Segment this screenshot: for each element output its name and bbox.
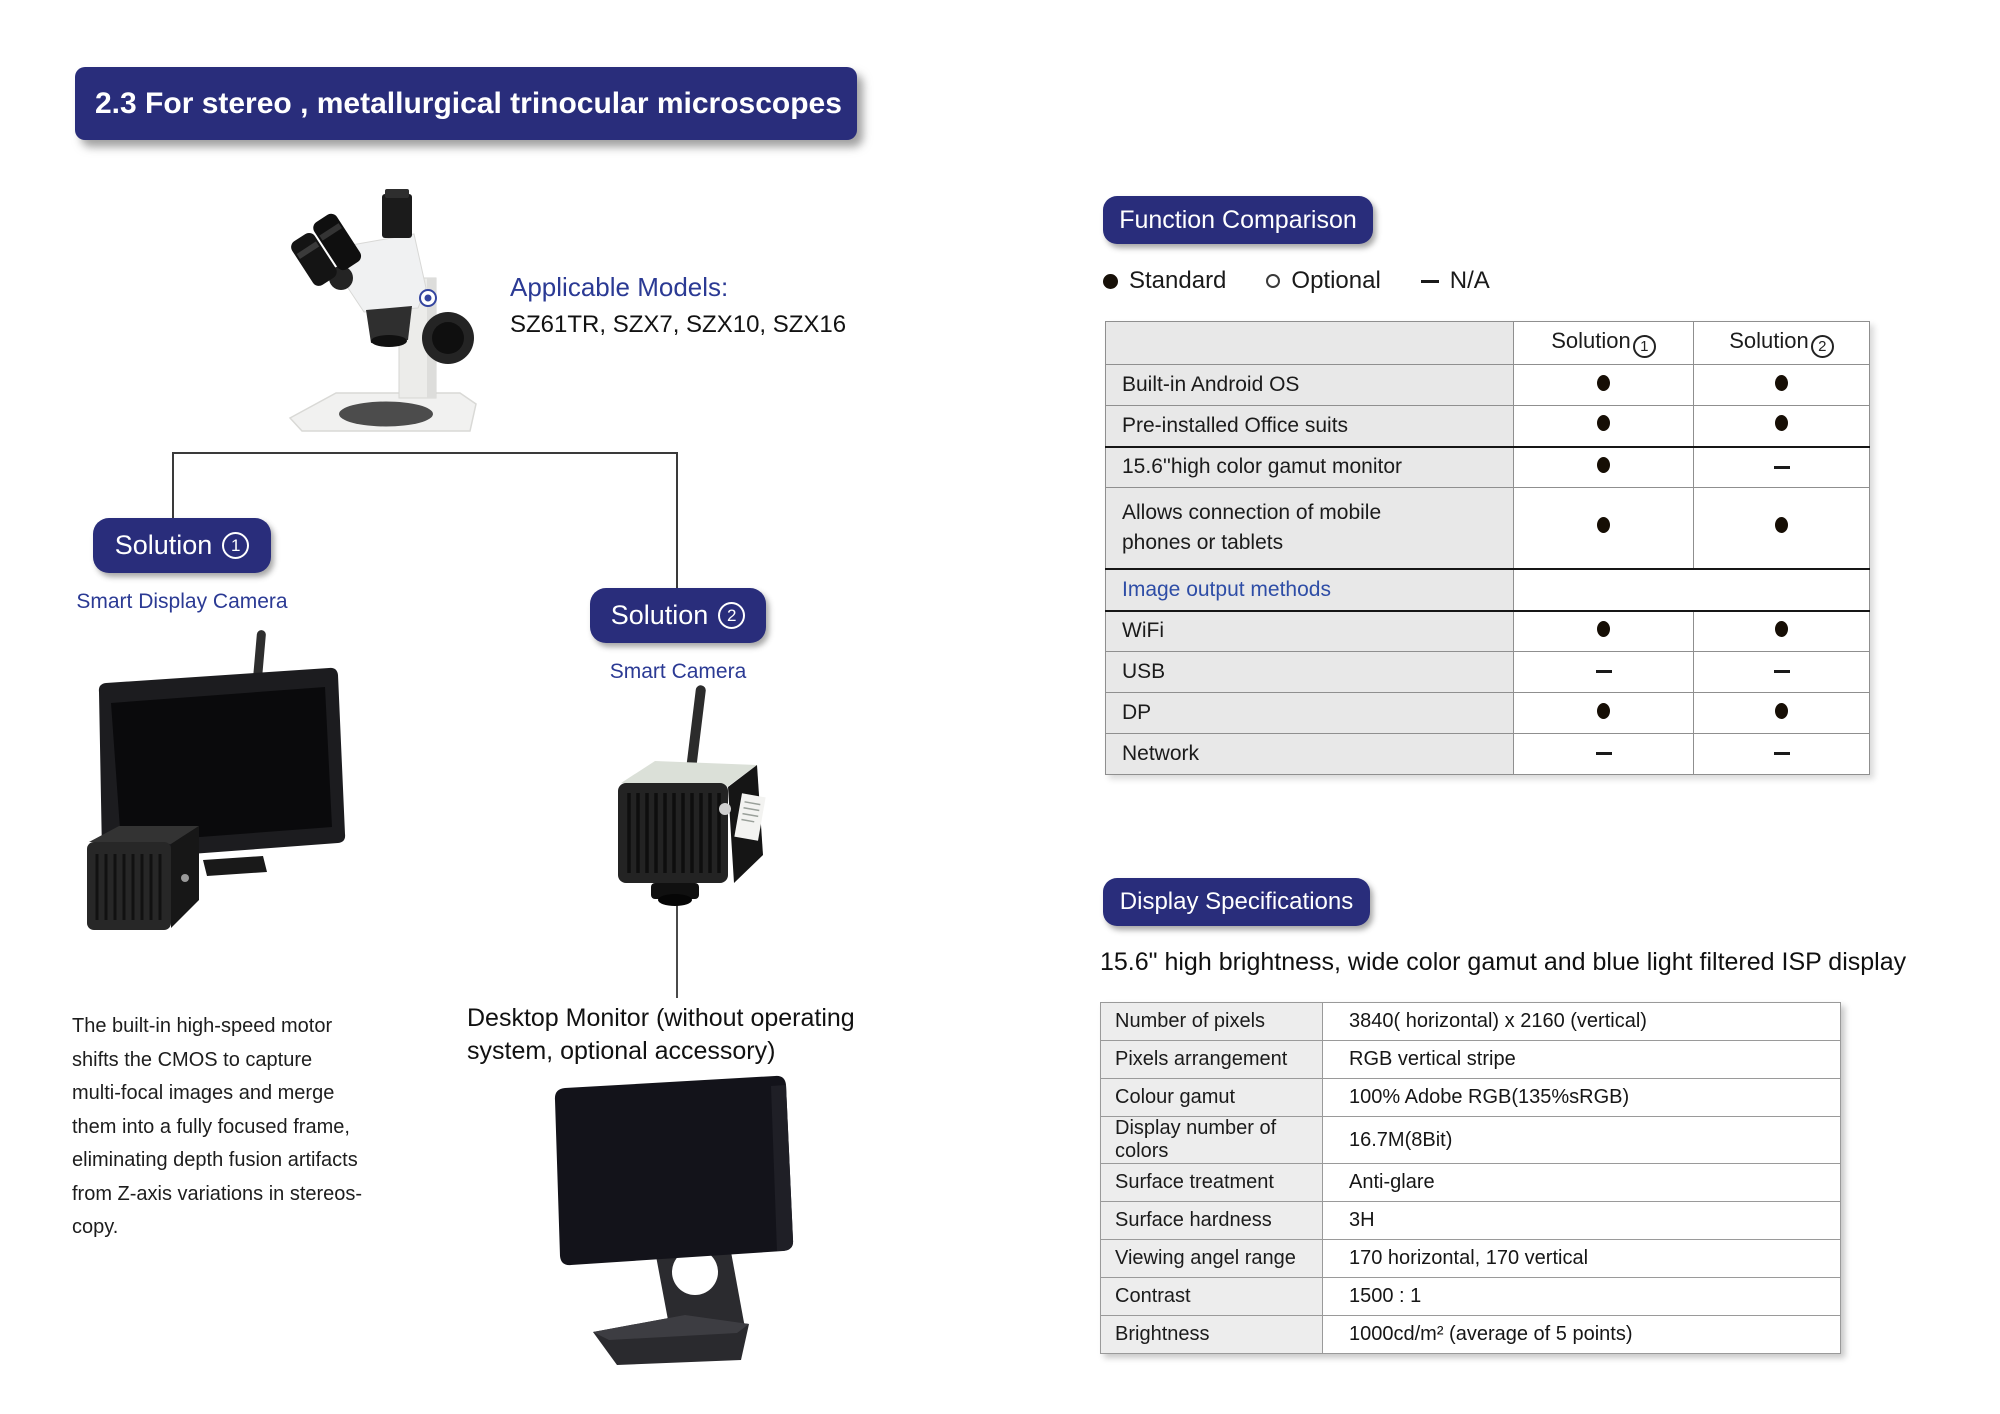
row-label-text: Built-in Android OS — [1122, 373, 1300, 396]
row-label — [1106, 611, 1514, 652]
spec-value: 170 horizontal, 170 vertical — [1323, 1240, 1841, 1278]
value-cell — [1694, 406, 1870, 447]
legend-label: N/A — [1449, 267, 1490, 294]
spec-value: 3H — [1323, 1202, 1841, 1240]
spec-label: Brightness — [1101, 1316, 1323, 1354]
value-cell — [1514, 652, 1694, 693]
connector-horizontal-line — [172, 452, 678, 454]
value-cell — [1694, 611, 1870, 652]
value-cell — [1694, 447, 1870, 488]
spec-row — [1101, 1003, 1841, 1041]
solution1-caption: Smart Display Camera — [76, 590, 288, 613]
merged-cell — [1514, 569, 1870, 611]
spec-row — [1101, 1202, 1841, 1240]
na-dash-icon — [1596, 670, 1612, 673]
circled-1-icon: 1 — [222, 532, 249, 559]
desktop-monitor-image — [535, 1072, 815, 1372]
row-label — [1106, 488, 1514, 569]
function-table — [1105, 321, 1870, 775]
display-specifications-badge: Display Specifications — [1103, 878, 1370, 926]
column-header — [1694, 322, 1870, 365]
row-label-text: 15.6''high color gamut monitor — [1122, 455, 1403, 479]
standard-dot-icon — [1597, 517, 1610, 533]
filled-dot-icon — [1103, 274, 1118, 289]
table-row — [1106, 365, 1870, 406]
spec-row — [1101, 1316, 1841, 1354]
column-header-label: Solution — [1551, 328, 1631, 353]
na-dash-icon — [1774, 752, 1790, 755]
standard-dot-icon — [1597, 703, 1610, 719]
legend-label: Standard — [1129, 267, 1227, 294]
spec-label: Number of pixels — [1101, 1003, 1323, 1041]
dash-icon — [1421, 280, 1439, 283]
spec-label: Display number of colors — [1101, 1117, 1323, 1164]
spec-row — [1101, 1278, 1841, 1316]
spec-label: Surface hardness — [1101, 1202, 1323, 1240]
na-dash-icon — [1774, 466, 1790, 469]
legend-item — [1103, 267, 1226, 295]
spec-value: RGB vertical stripe — [1323, 1041, 1841, 1079]
na-dash-icon — [1774, 670, 1790, 673]
row-label-text: USB — [1122, 660, 1166, 683]
spec-row — [1101, 1117, 1841, 1164]
row-label — [1106, 406, 1514, 447]
row-label — [1106, 734, 1514, 775]
row-label — [1106, 569, 1514, 611]
row-label-text: Network — [1122, 742, 1200, 765]
description-paragraph: The built-in high-speed motor shifts the CMOS to capture multi-focal images and merge them into a fully focused frame, eliminating depth fusion artifacts from Z-axis variations in stereos- copy. — [72, 1015, 363, 1238]
column-header-label: Solution — [1729, 328, 1809, 353]
solution2-badge-label: Solution — [610, 600, 709, 630]
value-cell — [1514, 447, 1694, 488]
standard-dot-icon — [1597, 415, 1610, 431]
row-label-text: WiFi — [1122, 619, 1164, 643]
table-row — [1106, 406, 1870, 447]
spec-value: 1500 : 1 — [1323, 1278, 1841, 1316]
value-cell — [1514, 488, 1694, 569]
solution2-badge — [590, 588, 766, 643]
value-cell — [1514, 406, 1694, 447]
solution1-badge-label: Solution — [114, 530, 213, 560]
row-label — [1106, 652, 1514, 693]
microscope-image — [278, 188, 488, 438]
spec-row — [1101, 1041, 1841, 1079]
spec-value: 100% Adobe RGB(135%sRGB) — [1323, 1079, 1841, 1117]
smart-camera-image — [605, 685, 775, 910]
row-label — [1106, 693, 1514, 734]
table-row — [1106, 734, 1870, 775]
legend — [1103, 267, 1490, 295]
value-cell — [1514, 365, 1694, 406]
display-specifications-subtitle: 15.6" high brightness, wide color gamut and blue light filtered ISP display — [1100, 948, 1907, 976]
legend-item — [1421, 267, 1490, 295]
spec-row — [1101, 1164, 1841, 1202]
spec-label: Viewing angel range — [1101, 1240, 1323, 1278]
applicable-models-label: Applicable Models: — [510, 272, 729, 302]
applicable-models — [510, 272, 846, 339]
smart-display-camera-image — [85, 628, 375, 938]
row-label-text: DP — [1122, 701, 1152, 724]
solution1-badge — [93, 518, 271, 573]
value-cell — [1694, 652, 1870, 693]
spec-label: Pixels arrangement — [1101, 1041, 1323, 1079]
spec-label: Contrast — [1101, 1278, 1323, 1316]
standard-dot-icon — [1775, 703, 1788, 719]
row-label-text: Allows connection of mobile phones or tablets — [1122, 500, 1382, 554]
table-row — [1106, 693, 1870, 734]
standard-dot-icon — [1597, 621, 1610, 637]
value-cell — [1694, 693, 1870, 734]
value-cell — [1514, 693, 1694, 734]
corner-cell — [1106, 322, 1514, 365]
function-comparison-table — [1105, 321, 1870, 775]
na-dash-icon — [1596, 752, 1612, 755]
connector-right-line — [676, 452, 678, 590]
table-row — [1106, 611, 1870, 652]
spec-label: Colour gamut — [1101, 1079, 1323, 1117]
value-cell — [1694, 488, 1870, 569]
spec-row — [1101, 1240, 1841, 1278]
function-comparison-badge: Function Comparison — [1103, 196, 1373, 244]
table-row — [1106, 488, 1870, 569]
spec-table — [1100, 1002, 1841, 1354]
row-label-text: Pre-installed Office suits — [1122, 413, 1349, 437]
circled-1-icon: 1 — [1633, 335, 1656, 358]
spec-row — [1101, 1079, 1841, 1117]
spec-label: Surface treatment — [1101, 1164, 1323, 1202]
legend-item — [1266, 267, 1380, 295]
spec-value: Anti-glare — [1323, 1164, 1841, 1202]
table-row — [1106, 569, 1870, 611]
legend-label: Optional — [1291, 267, 1381, 294]
circled-2-icon: 2 — [718, 602, 745, 629]
value-cell — [1514, 611, 1694, 652]
connector-camera-line — [676, 900, 678, 998]
standard-dot-icon — [1597, 457, 1610, 473]
value-cell — [1514, 734, 1694, 775]
standard-dot-icon — [1775, 375, 1788, 391]
connector-left-line — [172, 452, 174, 520]
applicable-models-value: SZ61TR, SZX7, SZX10, SZX16 — [510, 311, 847, 338]
row-label — [1106, 447, 1514, 488]
display-spec-table — [1100, 1002, 1841, 1354]
standard-dot-icon — [1775, 415, 1788, 431]
table-header-row — [1106, 322, 1870, 365]
row-label-text: Image output methods — [1122, 577, 1331, 601]
standard-dot-icon — [1775, 517, 1788, 533]
spec-value: 3840( horizontal) x 2160 (vertical) — [1323, 1003, 1841, 1041]
spec-value: 1000cd/m² (average of 5 points) — [1323, 1316, 1841, 1354]
open-dot-icon — [1266, 274, 1280, 288]
value-cell — [1694, 365, 1870, 406]
solution2-caption: Smart Camera — [609, 660, 747, 683]
value-cell — [1694, 734, 1870, 775]
table-row — [1106, 652, 1870, 693]
standard-dot-icon — [1775, 621, 1788, 637]
page-title-banner — [75, 67, 857, 140]
circled-2-icon: 2 — [1811, 335, 1834, 358]
row-label — [1106, 365, 1514, 406]
column-header — [1514, 322, 1694, 365]
desktop-monitor-caption: Desktop Monitor (without operating system, optional accessory) — [467, 1004, 855, 1065]
page-title: 2.3 For stereo , metallurgical trinocular microscopes — [95, 86, 842, 120]
table-row — [1106, 447, 1870, 488]
spec-value: 16.7M(8Bit) — [1323, 1117, 1841, 1164]
standard-dot-icon — [1597, 375, 1610, 391]
